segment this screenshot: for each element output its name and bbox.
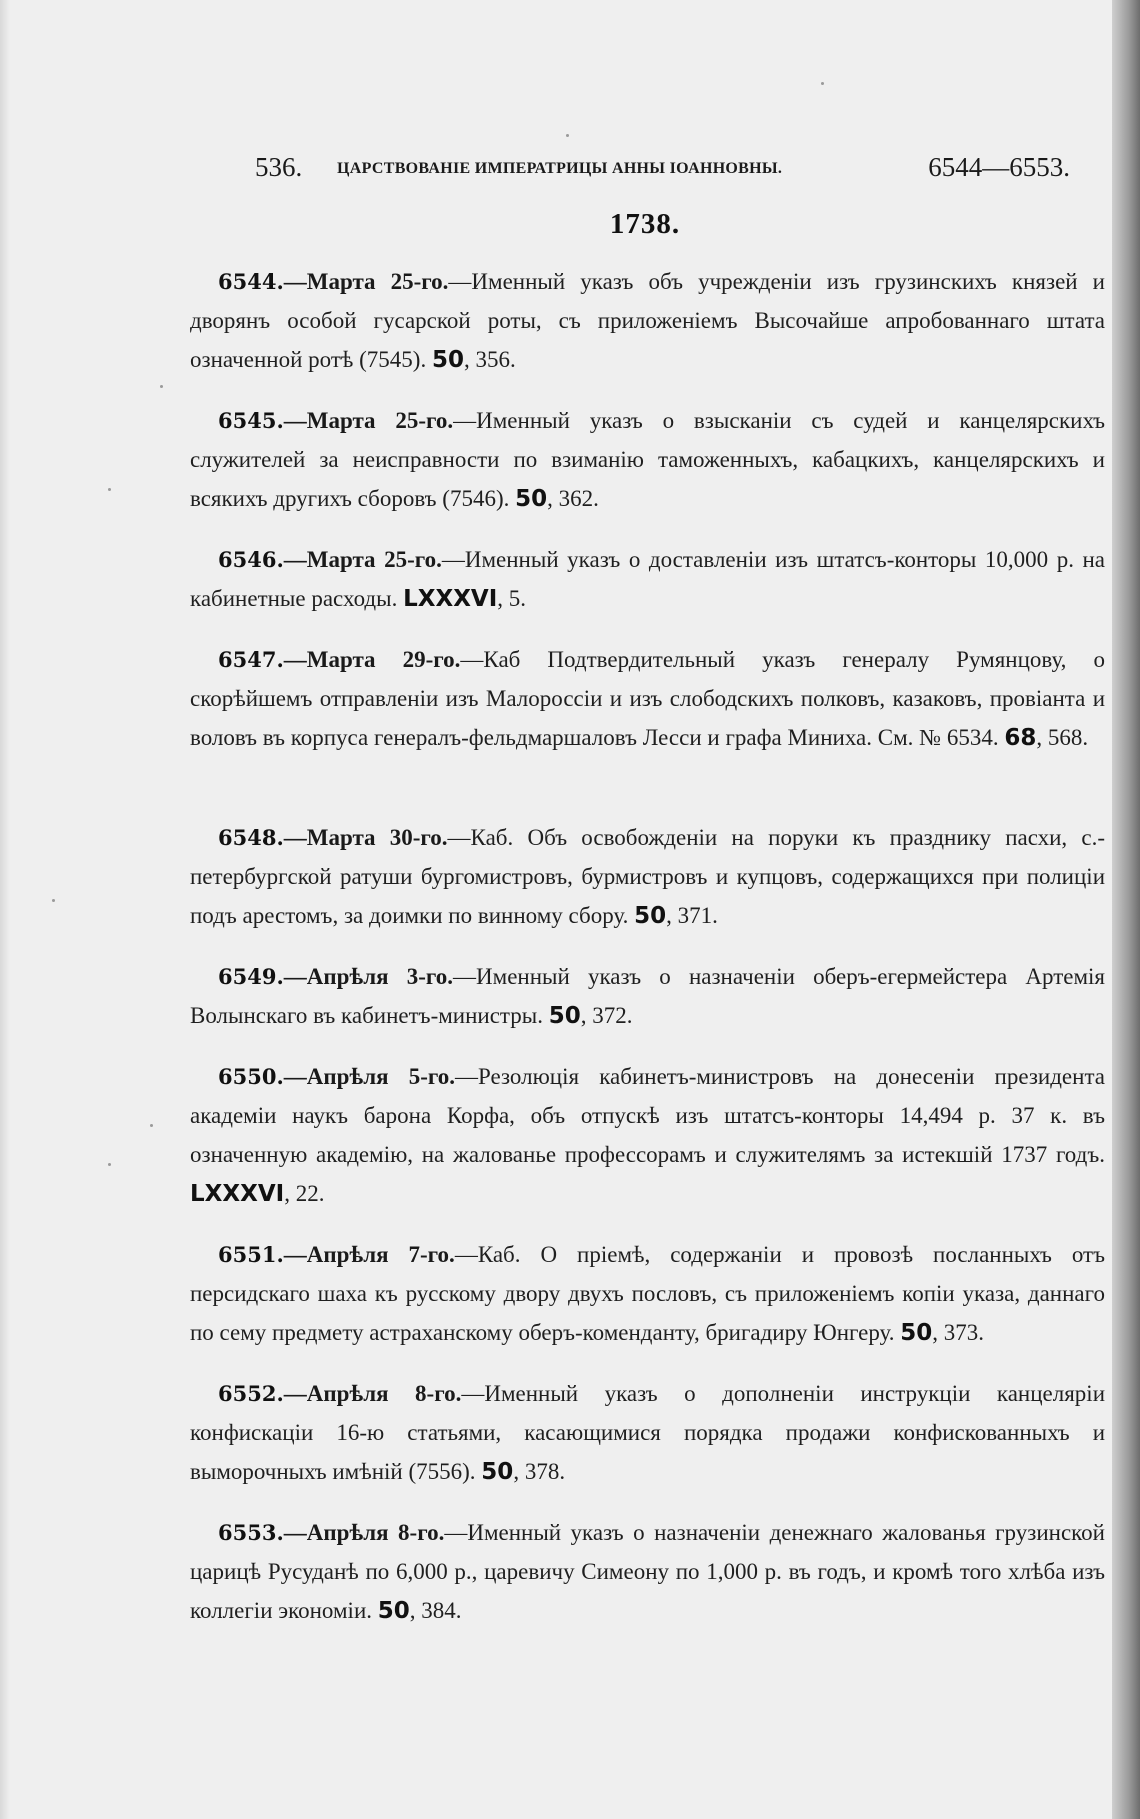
entry-text: —Именный указъ о дополненіи инструкціи канцеляріи конфискаціи 16-ю статьями, касающимися порядка продажи конфискованныхъ и выморочныхъ имѣній (7556).	[190, 1381, 1105, 1484]
entry-number: 6552.	[218, 1381, 284, 1406]
entry	[190, 957, 1105, 1035]
entry-range: 6544—6553.	[928, 152, 1070, 182]
entry-volume: 50	[377, 1598, 410, 1624]
entry-volume: 50	[481, 1459, 514, 1485]
entry-date: —Апрѣля 3-го.	[283, 964, 454, 989]
entry-page: , 372.	[580, 1003, 633, 1028]
entry-page: , 568.	[1036, 725, 1089, 750]
entry-date: —Апрѣля 8-го.	[283, 1520, 445, 1545]
entry-number: 6550.	[218, 1064, 284, 1089]
entry-volume: 50	[431, 347, 464, 373]
entry-text: —Каб. О пріемѣ, содержаніи и провозѣ посланныхъ отъ персидскаго шаха къ русскому двору двухъ пословъ, съ приложеніемъ копіи указа, даннаго по сему предмету астраханскому оберъ-коменданту, бригадиру Юнгеру.	[190, 1242, 1105, 1345]
entry	[190, 818, 1105, 935]
entry-number: 6547.	[218, 647, 284, 672]
entry-text: —Именный указъ о доставленіи изъ штатсъ-конторы 10,000 р. на кабинетные расходы.	[190, 547, 1106, 611]
page-binding-shadow	[1112, 0, 1140, 1819]
entry-volume: 50	[548, 1003, 581, 1029]
entry	[190, 262, 1105, 379]
running-title: ЦАРСТВОВАНІЕ ИМПЕРАТРИЦЫ АННЫ ІОАННОВНЫ.	[337, 160, 783, 177]
entry-page: , 362.	[547, 486, 599, 511]
entry	[190, 1513, 1105, 1630]
entry-volume: 50	[515, 486, 548, 512]
entry-volume: LXXXVI	[403, 586, 498, 612]
entry	[190, 640, 1105, 796]
page-number: 536.	[255, 152, 303, 182]
entry	[190, 401, 1105, 518]
entry-date: —Марта 25-го.	[283, 408, 454, 433]
entry-number: 6546.	[218, 547, 284, 572]
page-left-edge	[0, 0, 10, 1819]
entry-text: —Именный указъ о взысканіи съ судей и канцелярскихъ служителей за неисправности по взиманію таможенныхъ, кабацкихъ, канцелярскихъ и всякихъ другихъ сборовъ (7546).	[190, 408, 1106, 511]
entry-date: —Марта 30-го.	[283, 825, 448, 850]
entry-number: 6551.	[218, 1242, 284, 1267]
entry	[190, 1235, 1105, 1352]
entry-date: —Апрѣля 7-го.	[283, 1242, 455, 1267]
scan-speck	[108, 488, 111, 491]
entry-number: 6545.	[218, 408, 284, 433]
entry-text: —Именный указъ о назначеніи оберъ-егермейстера Артемія Волынскаго въ кабинетъ-министры.	[190, 964, 1105, 1028]
entry-text: —Резолюція кабинетъ-министровъ на донесеніи президента академіи наукъ барона Корфа, объ отпускѣ изъ штатсъ-конторы 14,494 р. 37 к. въ означенную академію, на жалованье профессорамъ и служителямъ за истекшій 1737 годъ.	[190, 1064, 1105, 1167]
entry-volume: 50	[900, 1320, 933, 1346]
entry-date: —Марта 25-го.	[283, 547, 442, 572]
entry	[190, 540, 1105, 618]
entry-date: —Апрѣля 8-го.	[283, 1381, 462, 1406]
entry-page: , 384.	[409, 1598, 462, 1623]
entry-text: —Именный указъ о назначеніи денежнаго жалованья грузинской царицѣ Русуданѣ по 6,000 р., царевичу Симеону по 1,000 р. въ годъ, и кромѣ того хлѣба изъ коллегіи экономіи.	[190, 1520, 1105, 1623]
entry-page: , 356.	[463, 347, 516, 372]
entry-number: 6549.	[218, 964, 284, 989]
entry-volume: 68	[1004, 725, 1037, 751]
entry-text: —Каб. Объ освобожденіи на поруки къ празднику пасхи, с.-петербургской ратуши бургомистровъ, бурмистровъ и купцовъ, содержащихся при полиціи подъ арестомъ, за доимки по винному сбору.	[190, 825, 1106, 928]
entry	[190, 1374, 1105, 1491]
entry-page: , 5.	[497, 586, 527, 611]
scan-speck	[821, 82, 824, 85]
entries-list	[190, 262, 1105, 1652]
scan-speck	[150, 1124, 153, 1127]
entry-date: —Марта 25-го.	[283, 269, 449, 294]
entry	[190, 1057, 1105, 1213]
entry-date: —Апрѣля 5-го.	[283, 1064, 455, 1089]
entry-text: —Именный указъ объ учрежденіи изъ грузинскихъ князей и дворянъ особой гусарской роты, съ приложеніемъ Высочайше апробованнаго штата означенной ротѣ (7545).	[190, 269, 1105, 372]
scan-speck	[566, 134, 569, 137]
scan-speck	[52, 899, 55, 902]
entry-page: , 22.	[284, 1181, 325, 1206]
entry-page: , 373.	[932, 1320, 985, 1345]
entry-number: 6548.	[218, 825, 284, 850]
entry-text: —Каб Подтвердительный указъ генералу Румянцову, о скорѣйшемъ отправленіи изъ Малороссіи и изъ слободскихъ полковъ, казаковъ, провіанта и воловъ въ корпуса генералъ-фельдмаршаловъ Лесси и графа Миниха. См. № 6534.	[190, 647, 1105, 750]
scan-speck	[160, 385, 163, 388]
running-head	[255, 152, 1070, 188]
scan-speck	[108, 1163, 111, 1166]
entry-number: 6544.	[218, 269, 284, 294]
entry-number: 6553.	[218, 1520, 284, 1545]
entry-volume: LXXXVI	[190, 1181, 285, 1207]
entry-volume: 50	[634, 903, 667, 929]
year-heading: 1738.	[609, 208, 681, 240]
entry-page: , 371.	[666, 903, 718, 928]
entry-page: , 378.	[513, 1459, 566, 1484]
entry-date: —Марта 29-го.	[283, 647, 461, 672]
